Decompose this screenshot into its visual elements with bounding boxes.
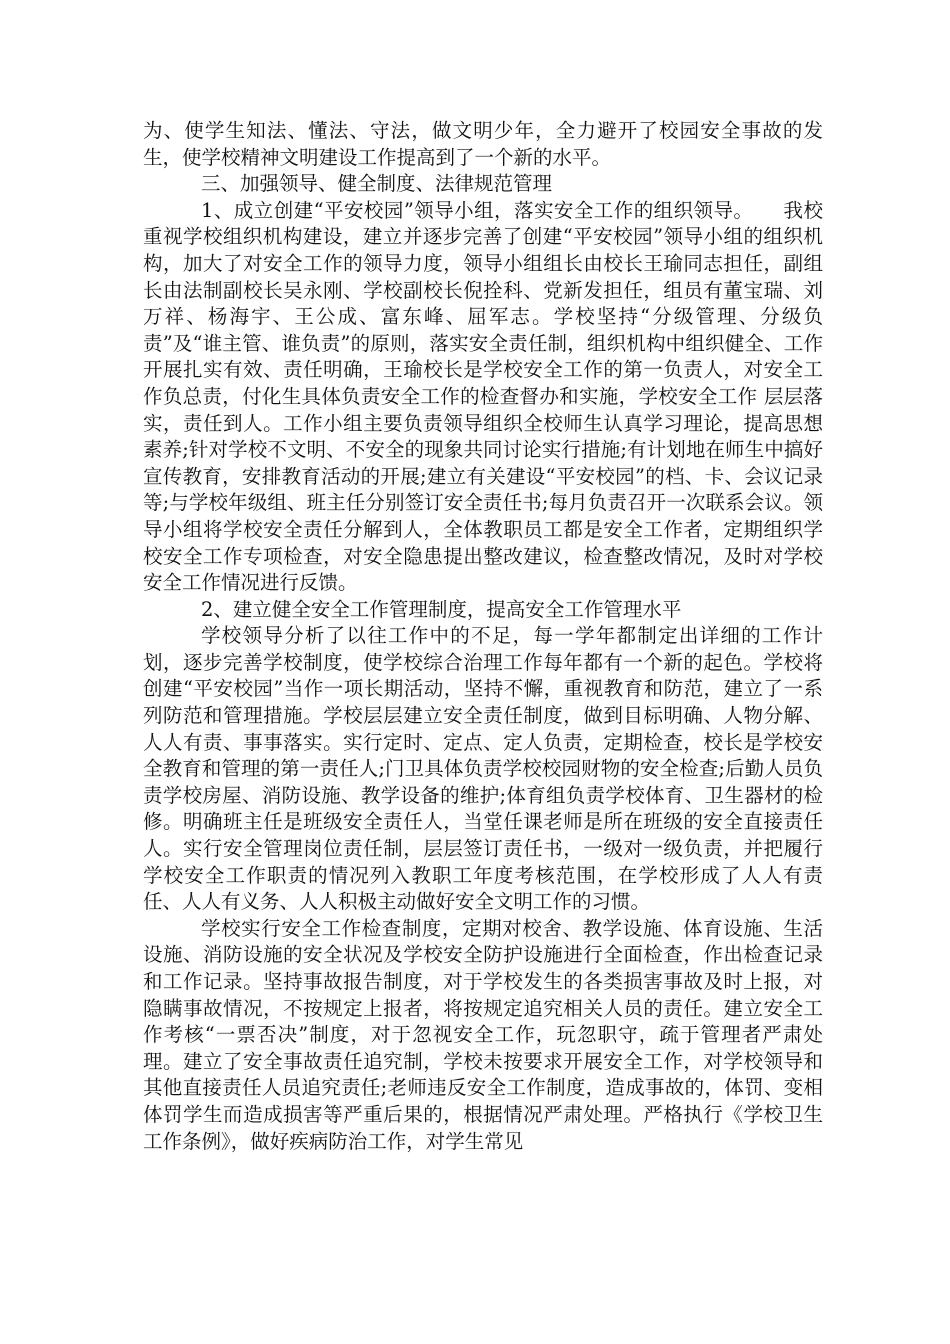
paragraph-intro: 为、使学生知法、懂法、守法，做文明少年，全力避开了校园安全事故的发生，使学校精神文明建设工作提高到了一个新的水平。 [143, 119, 823, 169]
document-body [143, 118, 823, 1155]
section-heading-3: 三、加强领导、健全制度、法律规范管理 [201, 172, 553, 196]
paragraph-inspection-system: 学校实行安全工作检查制度，定期对校舍、教学设施、体育设施、生活设施、消防设施的安全状况及学校安全防护设施进行全面检查，作出检查记录和工作记录。坚持事故报告制度，对于学校发生的各类损害事故及时上报，对隐瞒事故情况，不按规定上报者，将按规定追究相关人员的责任。建立安全工作考核“一票否决”制度，对于忽视安全工作，玩忽职守，疏于管理者严肃处理。建立了安全事故责任追究制，学校未按要求开展安全工作，对学校领导和其他直接责任人员追究责任;老师违反安全工作制度，造成事故的，体罚、变相体罚学生而造成损害等严重后果的，根据情况严肃处理。严格执行《学校卫生工作条例》，做好疾病防治工作，对学生常见 [143, 916, 823, 1153]
paragraph-leadership-group: 1、成立创建“平安校园”领导小组，落实安全工作的组织领导。 我校重视学校组织机构建设，建立并逐步完善了创建“平安校园”领导小组的组织机构，加大了对安全工作的领导力度，领导小组组长由校长王瑜同志担任，副组长由法制副校长吴永刚、学校副校长倪拴科、党新发担任，组员有董宝瑞、刘万祥、杨海宇、王公成、富东峰、屈军志。学校坚持“分级管理、分级负责”及“谁主管、谁负责”的原则，落实安全责任制，组织机构中组织健全、工作开展扎实有效、责任明确，王瑜校长是学校安全工作的第一负责人，对安全工作负总责，付化生具体负责安全工作的检查督办和实施，学校安全工作 层层落实，责任到人。工作小组主要负责领导组织全校师生认真学习理论，提高思想素养;针对学校不文明、不安全的现象共同讨论实行措施;有计划地在师生中搞好宣传教育，安排教育活动的开展;建立有关建设“平安校园”的档、卡、会议记录等;与学校年级组、班主任分别签订安全责任书;每月负责召开一次联系会议。领导小组将学校安全责任分解到人，全体教职员工都是安全工作者，定期组织学校安全工作专项检查，对安全隐患提出整改建议，检查整改情况，及时对学校安全工作情况进行反馈。 [143, 198, 823, 595]
subheading-management-system: 2、建立健全安全工作管理制度，提高安全工作管理水平 [201, 597, 682, 621]
paragraph-responsibility-system: 学校领导分析了以往工作中的不足，每一学年都制定出详细的工作计划，逐步完善学校制度，使学校综合治理工作每年都有一个新的起色。学校将创建“平安校园”当作一项长期活动，坚持不懈，重视教育和防范，建立了一系列防范和管理措施。学校层层建立安全责任制度，做到目标明确、人物分解、人人有责、事事落实。实行定时、定点、定人负责，定期检查，校长是学校安全教育和管理的第一责任人;门卫具体负责学校校园财物的安全检查;后勤人员负责学校房屋、消防设施、教学设备的维护;体育组负责学校体育、卫生器材的检修。明确班主任是班级安全责任人，当堂任课老师是所在班级的安全直接责任人。实行安全管理岗位责任制，层层签订责任书，一级对一级负责，并把履行学校安全工作职责的情况列入教职工年度考核范围，在学校形成了人人有责任、人人有义务、人人积极主动做好安全文明工作的习惯。 [143, 624, 823, 914]
